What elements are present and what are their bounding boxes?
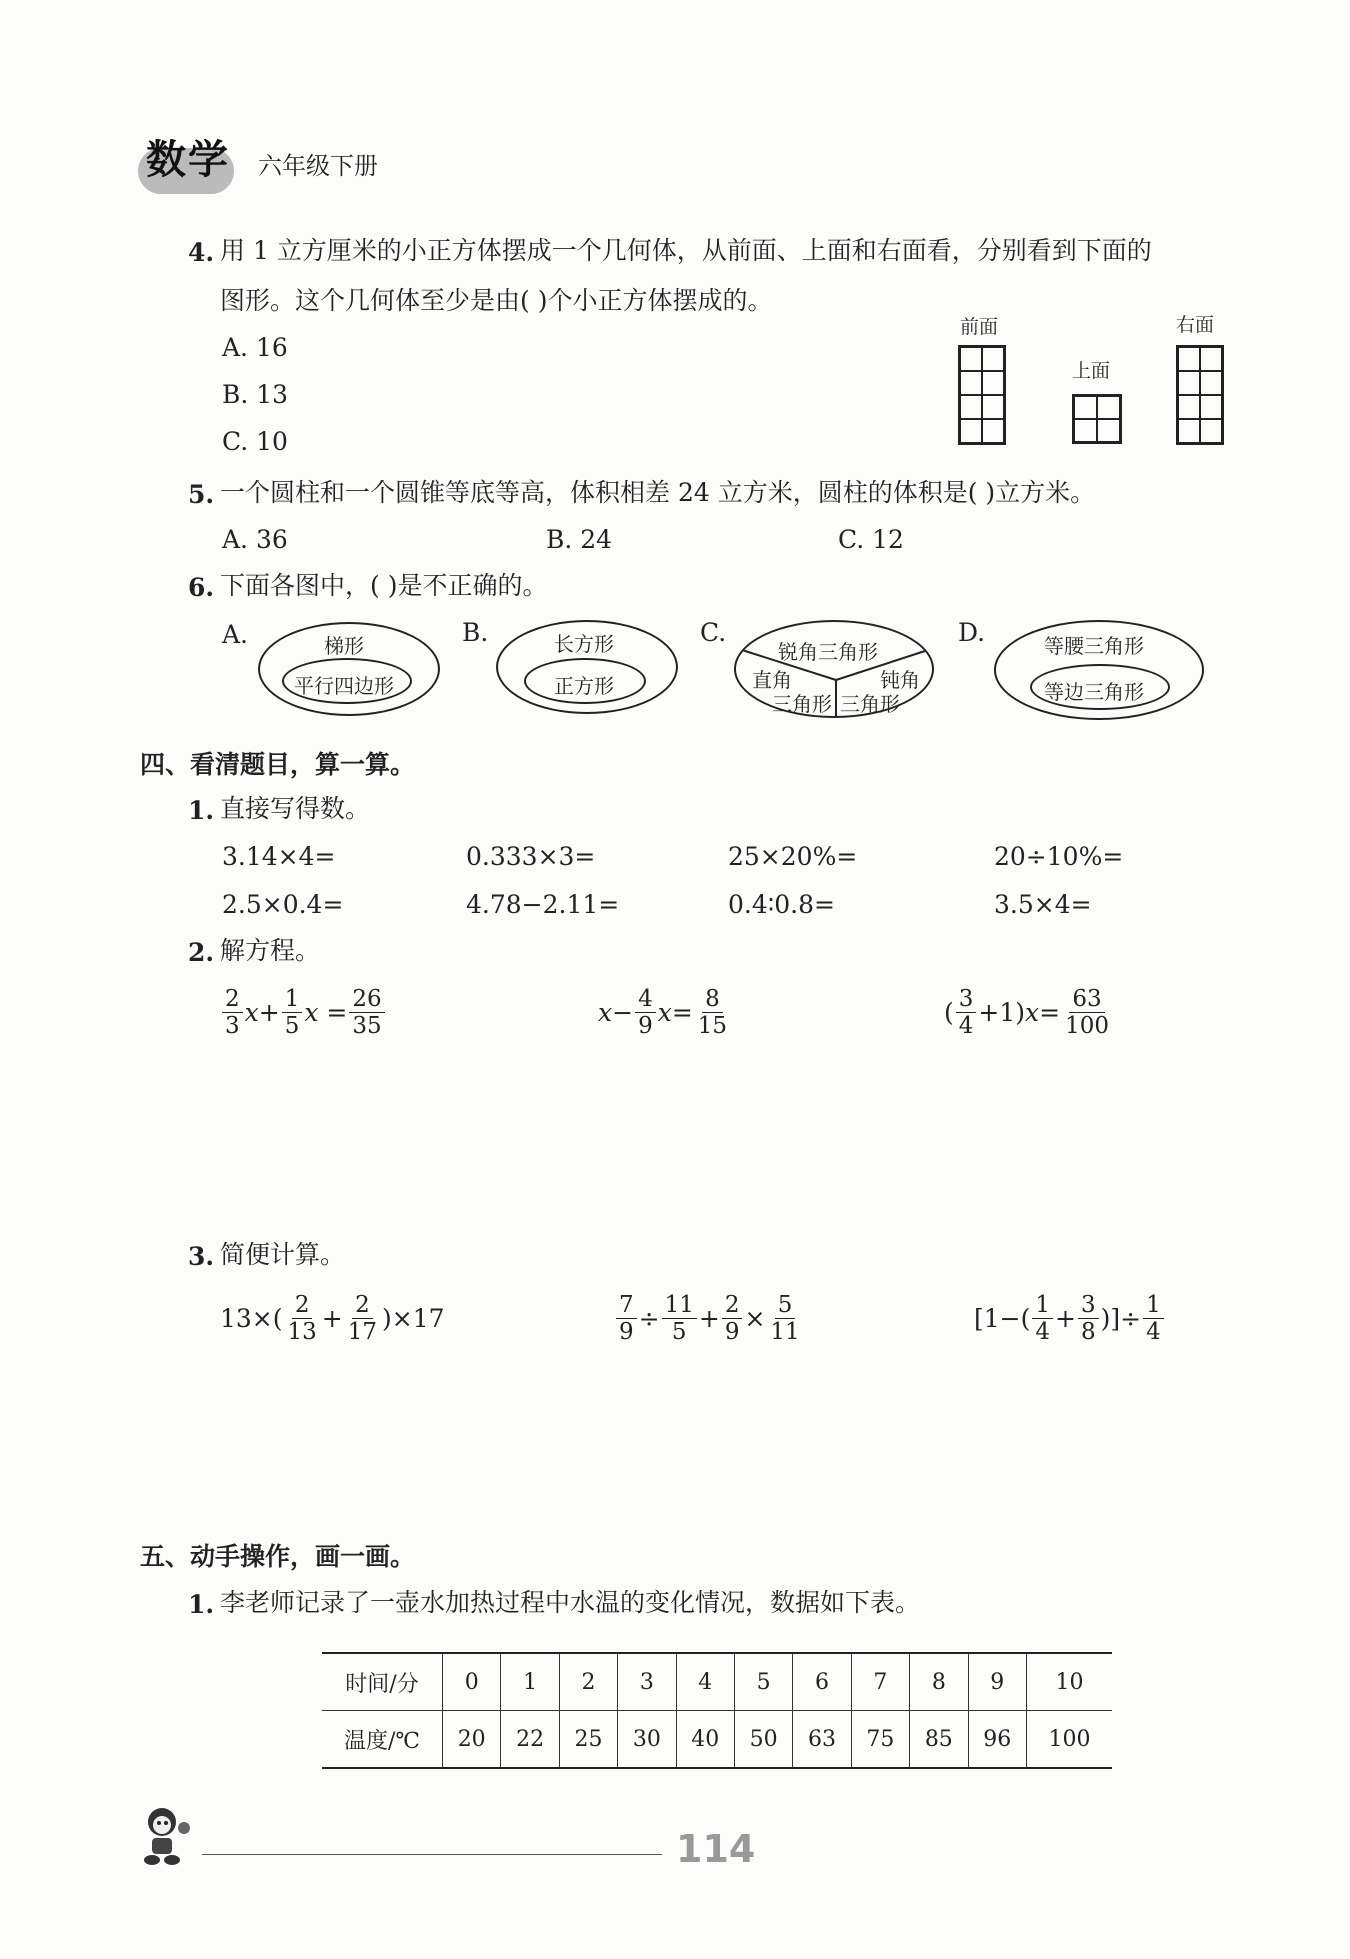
top-view-grid [1072,394,1122,444]
q6-b-outer-text: 长方形 [554,632,614,656]
q5-option-a: A. 36 [222,525,288,554]
footer-rule [202,1854,662,1855]
calc-item: 25×20%= [728,842,858,871]
grade-label: 六年级下册 [258,152,378,180]
table-cell: 5 [734,1654,792,1711]
mascot-icon [132,1800,202,1870]
calc-item: 4.78−2.11= [466,890,620,919]
right-view-grid [1176,345,1224,445]
table-cell: 85 [910,1711,968,1768]
q6-c-left-text-1: 直角 [752,668,792,692]
q4-option-b: B. 13 [222,380,289,409]
table-cell: 100 [1026,1711,1112,1768]
subject-title: 数学 [146,137,230,183]
calc-item: 0.333×3= [466,842,596,871]
q6-c-left-text-2: 三角形 [772,692,832,716]
s5-p1-text: 李老师记录了一壶水加热过程中水温的变化情况，数据如下表。 [220,1588,921,1617]
calc-item: 20÷10%= [994,842,1124,871]
simplify-1: 13×( $\frac{2}{13}$ + $\frac{2}{17}$ )×17 [220,1292,445,1346]
table-cell: 75 [851,1711,909,1768]
calc-item: 2.5×0.4= [222,890,344,919]
table-header-cell: 时间/分 [322,1654,443,1711]
s5-p1-number: 1. [188,1590,215,1619]
simplify-3: [1−( $\frac{1}{4}$ + $\frac{3}{8}$ )]÷ $\frac{1}{4}$ [974,1292,1166,1346]
q4-number: 4. [188,238,215,267]
table-cell: 96 [968,1711,1026,1768]
q6-d-label: D. [958,618,986,647]
q6-a-outer-text: 梯形 [324,634,364,658]
simplify-2: $\frac{7}{9}$ ÷ $\frac{11}{5}$ + $\frac{2}{9}$ × $\frac{5}{11}$ [614,1292,805,1346]
q6-c-top-text: 锐角三角形 [778,640,878,664]
q4-option-c: C. 10 [222,427,288,456]
q6-a-inner-text: 平行四边形 [294,674,394,698]
q6-number: 6. [188,573,215,602]
table-cell: 0 [443,1654,501,1711]
q6-text: 下面各图中，( )是不正确的。 [220,571,548,600]
table-cell: 25 [559,1711,617,1768]
q4-option-a: A. 16 [222,333,288,362]
table-cell: 4 [676,1654,734,1711]
table-row-time [322,1654,1112,1711]
equation-3: ( $\frac{3}{4}$ +1) x = $\frac{63}{100}$ [944,986,1109,1040]
table-cell: 63 [793,1711,851,1768]
front-view-label: 前面 [960,316,999,338]
calc-item: 3.14×4= [222,842,336,871]
q5-text: 一个圆柱和一个圆锥等底等高，体积相差 24 立方米，圆柱的体积是( )立方米。 [220,478,1096,507]
equation-1: $\frac{2}{3}$ x + $\frac{1}{5}$ x = $\frac{26}{35}$ [220,986,387,1040]
q4-line1: 用 1 立方厘米的小正方体摆成一个几何体，从前面、上面和右面看，分别看到下面的 [220,236,1152,265]
table-cell: 3 [618,1654,676,1711]
q6-d-inner-text: 等边三角形 [1044,680,1144,704]
equation-2: x − $\frac{4}{9}$ x = $\frac{8}{15}$ [598,986,728,1040]
table-cell: 30 [618,1711,676,1768]
s4-p1-title: 直接写得数。 [220,794,371,823]
table-cell: 1 [501,1654,559,1711]
q6-c-right-text-2: 三角形 [840,692,900,716]
s4-p2-title: 解方程。 [220,936,321,965]
table-cell: 7 [851,1654,909,1711]
s4-p1-number: 1. [188,796,215,825]
table-header-cell: 温度/℃ [343,1728,421,1754]
s4-p2-number: 2. [188,938,215,967]
q6-a-label: A. [222,620,249,649]
calc-item: 0.4∶0.8= [728,890,835,919]
table-cell: 6 [793,1654,851,1711]
front-view-grid [958,345,1006,445]
q5-option-c: C. 12 [838,525,904,554]
table-cell: 20 [443,1711,501,1768]
table-cell: 40 [676,1711,734,1768]
section4-title: 四、看清题目，算一算。 [140,750,416,779]
q5-number: 5. [188,480,215,509]
table-cell: 2 [559,1654,617,1711]
right-view-label: 右面 [1176,314,1215,336]
page-number: 114 [676,1827,756,1871]
table-row-temperature [322,1711,1112,1768]
q6-c-right-text-1: 钝角 [880,668,920,692]
s4-p3-number: 3. [188,1242,215,1271]
q4-line2: 图形。这个几何体至少是由( )个小正方体摆成的。 [220,286,773,315]
q6-d-outer-text: 等腰三角形 [1044,634,1144,658]
q5-option-b: B. 24 [546,525,613,554]
table-cell: 8 [910,1654,968,1711]
temperature-table [322,1652,1112,1769]
table-cell: 22 [501,1711,559,1768]
top-view-label: 上面 [1072,360,1111,382]
table-cell: 10 [1026,1654,1112,1711]
q6-c-label: C. [700,618,727,647]
table-cell: 9 [968,1654,1026,1711]
q6-b-inner-text: 正方形 [554,674,614,698]
table-cell: 50 [734,1711,792,1768]
s4-p3-title: 简便计算。 [220,1240,346,1269]
q6-b-label: B. [462,618,489,647]
section5-title: 五、动手操作，画一画。 [140,1542,416,1571]
calc-item: 3.5×4= [994,890,1092,919]
